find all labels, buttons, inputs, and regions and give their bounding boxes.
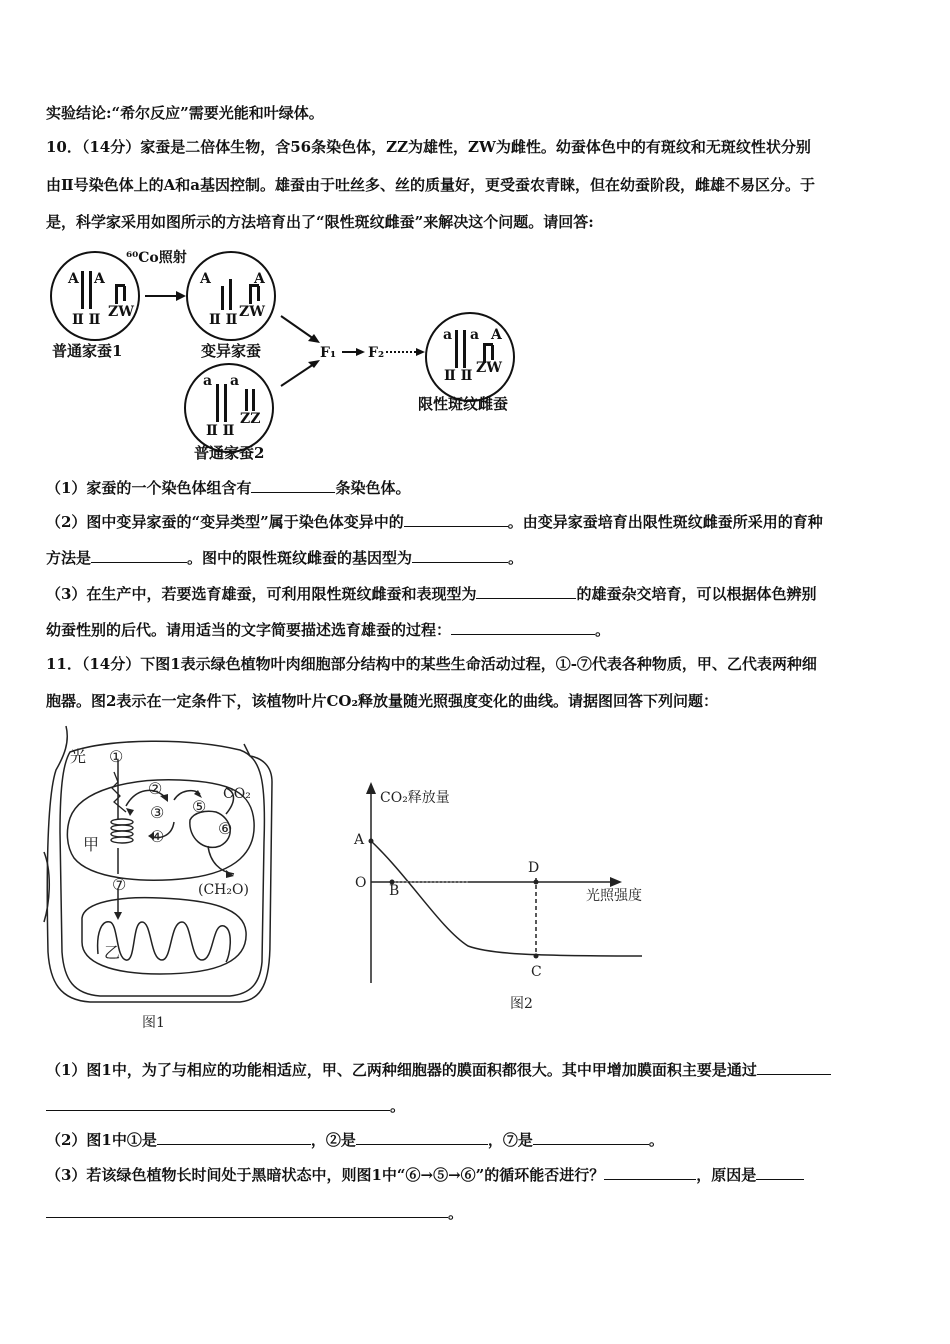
f1-label: F₁ (320, 345, 337, 361)
chromosome-pair-label: Ⅱ Ⅱ (444, 368, 473, 384)
q10-part2-line1: （2）图中变异家蚕的“变异类型”属于染色体变异中的 。由变异家蚕培育出限性斑纹雌蚕所采用的育种 (46, 513, 823, 531)
point-a-label: A (354, 832, 365, 848)
allele-label: A (254, 271, 265, 287)
sex-chromosome-label: ZW (108, 304, 134, 320)
q10-part1: （1）家蚕的一个染色体组含有 条染色体。 (46, 479, 411, 497)
answer-blank[interactable] (476, 583, 576, 599)
carbohydrate-label: (CH₂O) (198, 882, 249, 898)
substance-1-label: ① (109, 747, 124, 766)
substance-2-label: ② (148, 779, 163, 798)
allele-label: A (68, 271, 79, 287)
q11-part1-line2: 。 (46, 1095, 910, 1117)
answer-blank[interactable] (412, 547, 508, 563)
q10-stem-line2: 由Ⅱ号染色体上的A和a基因控制。雄蚕由于吐丝多、丝的质量好，更受蚕农青睐，但在幼蚕阶段，雌雄不易区分。于 (46, 176, 816, 194)
light-label: 光 (70, 747, 87, 766)
sex-limited-female-label: 限性斑纹雌蚕 (418, 395, 509, 413)
q11-part3-line2: 。 (46, 1202, 910, 1224)
substance-5-label: ⑤ (192, 797, 207, 816)
answer-blank[interactable] (46, 1095, 390, 1111)
allele-label: A (491, 327, 502, 343)
answer-blank[interactable] (46, 1202, 448, 1218)
q10-part2-line2: 方法是 。图中的限性斑纹雌蚕的基因型为 。 (46, 549, 524, 567)
substance-4-label: ④ (150, 827, 165, 846)
answer-blank[interactable] (404, 511, 508, 527)
sex-chromosome-label: ZW (239, 304, 265, 320)
q11-part2: （2）图1中①是 ，②是 ，⑦是 。 (46, 1131, 664, 1149)
chromosome-pair-label: Ⅱ Ⅱ (209, 312, 238, 328)
q11-stem-line2: 胞器。图2表示在一定条件下，该植物叶片CO₂释放量随光照强度变化的曲线。请据图回答下列问题： (46, 692, 719, 710)
cell-diagram-figure1 (40, 722, 280, 1034)
q10-stem-line1: 10．（14分）家蚕是二倍体生物，含56条染色体，ZZ为雄性，ZW为雌性。幼蚕体色中的有斑纹和无斑纹性状分别 (46, 138, 811, 156)
point-b-label: B (389, 883, 400, 899)
answer-blank[interactable] (356, 1129, 488, 1145)
answer-blank[interactable] (451, 619, 595, 635)
q11-part3-line1: （3）若该绿色植物长时间处于黑暗状态中，则图1中“⑥→⑤→⑥”的循环能否进行？ ，原因是 (46, 1164, 910, 1186)
conclusion-line: 实验结论:“希尔反应”需要光能和叶绿体。 (46, 104, 324, 122)
answer-blank[interactable] (157, 1129, 311, 1145)
substance-3-label: ③ (150, 803, 165, 822)
answer-blank[interactable] (604, 1164, 696, 1180)
chromosome-pair-label: Ⅱ Ⅱ (206, 423, 235, 439)
answer-blank[interactable] (251, 477, 335, 493)
q11-stem-line1: 11．（14分）下图1表示绿色植物叶肉细胞部分结构中的某些生命活动过程，①-⑦代表各种物质，甲、乙代表两种细 (46, 655, 817, 673)
co2-light-graph-figure2 (350, 778, 660, 1034)
f2-label: F₂ (368, 345, 385, 361)
q10-part3-line1: （3）在生产中，若要选育雄蚕，可利用限性斑纹雌蚕和表现型为 的雄蚕杂交培育，可以根据体色辨别 (46, 585, 817, 603)
answer-blank[interactable] (533, 1129, 649, 1145)
y-axis-label: CO₂释放量 (380, 790, 450, 806)
figure1-caption: 图1 (142, 1015, 165, 1031)
answer-blank[interactable] (757, 1059, 831, 1075)
allele-label: a (230, 373, 240, 389)
organelle-yi-label: 乙 (104, 943, 121, 962)
normal-silkworm-2-label: 普通家蚕2 (194, 444, 265, 462)
q11-part1-line1: （1）图1中，为了与相应的功能相适应，甲、乙两种细胞器的膜面积都很大。其中甲增加膜面积主要是通过 (46, 1059, 910, 1081)
allele-label: a (443, 327, 453, 343)
normal-silkworm-1-label: 普通家蚕1 (52, 342, 123, 360)
co2-label: CO₂ (223, 786, 251, 802)
sex-chromosome-label: ZW (476, 360, 502, 376)
substance-7-label: ⑦ (112, 875, 127, 894)
origin-label: O (355, 875, 367, 891)
answer-blank[interactable] (91, 547, 187, 563)
q10-part3-line2: 幼蚕性别的后代。请用适当的文字简要描述选育雄蚕的过程： 。 (46, 621, 611, 639)
allele-label: A (200, 271, 211, 287)
silkworm-breeding-figure (46, 246, 546, 468)
allele-label: a (470, 327, 480, 343)
allele-label: A (94, 271, 105, 287)
chromosome-pair-label: Ⅱ Ⅱ (72, 312, 101, 328)
allele-label: a (203, 373, 213, 389)
cobalt-label: ⁶⁰Co照射 (126, 250, 187, 266)
sex-chromosome-label: ZZ (240, 411, 261, 427)
q10-stem-line3: 是，科学家采用如图所示的方法培育出了“限性斑纹雌蚕”来解决这个问题。请回答: (46, 213, 594, 231)
mutant-silkworm-label: 变异家蚕 (201, 342, 262, 360)
point-c-label: C (531, 964, 542, 980)
substance-6-label: ⑥ (218, 819, 233, 838)
x-axis-label: 光照强度 (586, 888, 642, 904)
answer-blank[interactable] (756, 1164, 804, 1180)
organelle-jia-label: 甲 (83, 835, 100, 854)
figure2-caption: 图2 (510, 996, 533, 1012)
point-d-label: D (528, 860, 540, 876)
